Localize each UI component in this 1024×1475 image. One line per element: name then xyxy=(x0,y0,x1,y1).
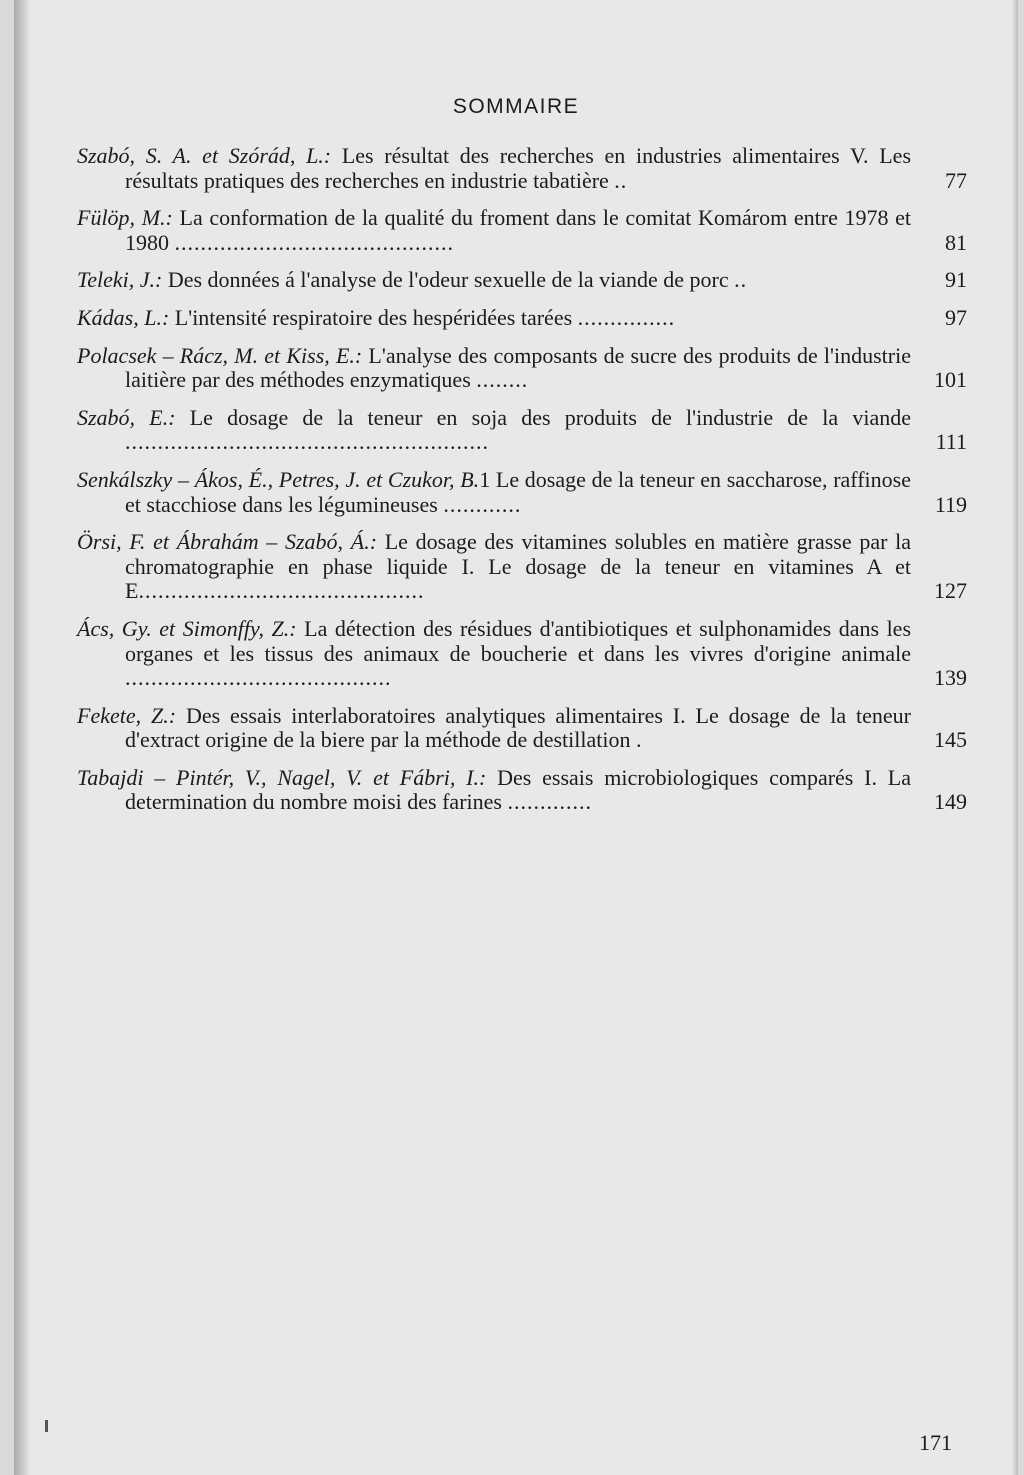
entry-authors: Polacsek – Rácz, M. et Kiss, E.: xyxy=(77,342,363,368)
scan-mark xyxy=(45,1420,48,1432)
leader-dots: ........ xyxy=(476,367,529,393)
entry-page-number: 119 xyxy=(934,491,967,517)
entry-authors: Fekete, Z.: xyxy=(77,702,177,728)
entry-title: Le dosage de la teneur en soja des produits de l'industrie de la viande xyxy=(189,404,911,430)
binding-shadow xyxy=(14,0,30,1475)
toc-entry xyxy=(77,766,967,815)
entry-authors: Örsi, F. et Ábrahám – Szabó, Á.: xyxy=(77,529,378,555)
entry-authors: Szabó, E.: xyxy=(77,404,176,430)
leader-dots: ............................................ xyxy=(138,578,425,604)
page-heading: SOMMAIRE xyxy=(452,95,580,118)
toc-entry xyxy=(77,468,967,517)
entry-page-number: 97 xyxy=(945,304,967,330)
leader-dots: ............. xyxy=(507,789,592,815)
toc-entry xyxy=(77,704,967,753)
toc-entry xyxy=(77,268,967,293)
entry-title: Des essais microbiologiques comparés I. La determination du nombre moisi des farines xyxy=(125,764,912,815)
table-of-contents xyxy=(77,144,967,828)
entry-authors: Szabó, S. A. et Szórád, L.: xyxy=(77,143,332,168)
entry-page-number: 81 xyxy=(945,229,967,255)
entry-page-number: 101 xyxy=(934,367,967,393)
leader-dots: ........................................... xyxy=(174,229,454,255)
entry-title: Le dosage des vitamines solubles en matière grasse par la chromatographie en phase liquide I. Le dosage de la teneur en vitamines A et E xyxy=(125,529,911,604)
entry-page-number: 145 xyxy=(934,727,967,753)
entry-authors: Teleki, J.: xyxy=(77,267,163,293)
entry-authors: Ács, Gy. et Simonffy, Z.: xyxy=(77,615,297,641)
entry-title: L'intensité respiratoire des hespéridées tarées xyxy=(174,304,573,330)
toc-entry xyxy=(77,306,967,331)
toc-entry xyxy=(77,530,967,604)
toc-entry xyxy=(77,344,967,393)
toc-entry xyxy=(77,144,967,193)
leader-dots: ............ xyxy=(443,491,522,517)
toc-entry xyxy=(77,206,967,255)
entry-authors: Fülöp, M.: xyxy=(77,205,173,231)
entry-authors: Kádas, L.: xyxy=(77,304,170,330)
entry-authors: Tabajdi – Pintér, V., Nagel, V. et Fábri, I.: xyxy=(77,764,487,790)
entry-title: Des essais interlaboratoires analytiques alimentaires I. Le dosage de la teneur d'extract origine de la biere par la méthode de destillation xyxy=(125,702,911,753)
leader-dots: .. xyxy=(734,267,748,293)
entry-title: La détection des résidues d'antibiotiques et sulphonamides dans les organes et les tissus des animaux de boucherie et dans les vivres d'origine animale xyxy=(125,615,912,666)
entry-title: La conformation de la qualité du froment dans le comitat Komárom entre 1978 et 1980 xyxy=(125,205,912,255)
leader-dots: ........................................................ xyxy=(125,429,489,455)
page-edge xyxy=(1012,0,1018,1475)
leader-dots: ............... xyxy=(577,304,676,330)
entry-title: Les résultat des recherches en industries alimentaires V. Les résultats pratiques des recherches en industrie tabatière xyxy=(125,143,912,193)
entry-title: Des données á l'analyse de l'odeur sexuelle de la viande de porc xyxy=(167,267,729,293)
entry-title: L'analyse des composants de sucre des produits de l'industrie laitière par des méthodes enzymatiques xyxy=(125,342,911,393)
entry-authors: Senkálszky – Ákos, É., Petres, J. et Czukor, B. xyxy=(77,466,480,492)
leader-dots: .. xyxy=(614,167,628,193)
entry-page-number: 139 xyxy=(934,665,967,691)
leader-dots: ......................................... xyxy=(125,665,392,691)
folio-page-number: 171 xyxy=(919,1430,952,1455)
entry-page-number: 127 xyxy=(934,578,967,604)
entry-page-number: 111 xyxy=(935,429,967,455)
toc-entry xyxy=(77,406,967,455)
entry-title: 1 Le dosage de la teneur en saccharose, raffinose et stacchiose dans les légumineuses xyxy=(125,466,911,517)
leader-dots: . xyxy=(635,727,643,753)
entry-page-number: 77 xyxy=(945,167,967,193)
entry-page-number: 149 xyxy=(934,789,967,815)
entry-page-number: 91 xyxy=(945,267,967,293)
page xyxy=(14,0,1018,1475)
toc-entry xyxy=(77,617,967,691)
